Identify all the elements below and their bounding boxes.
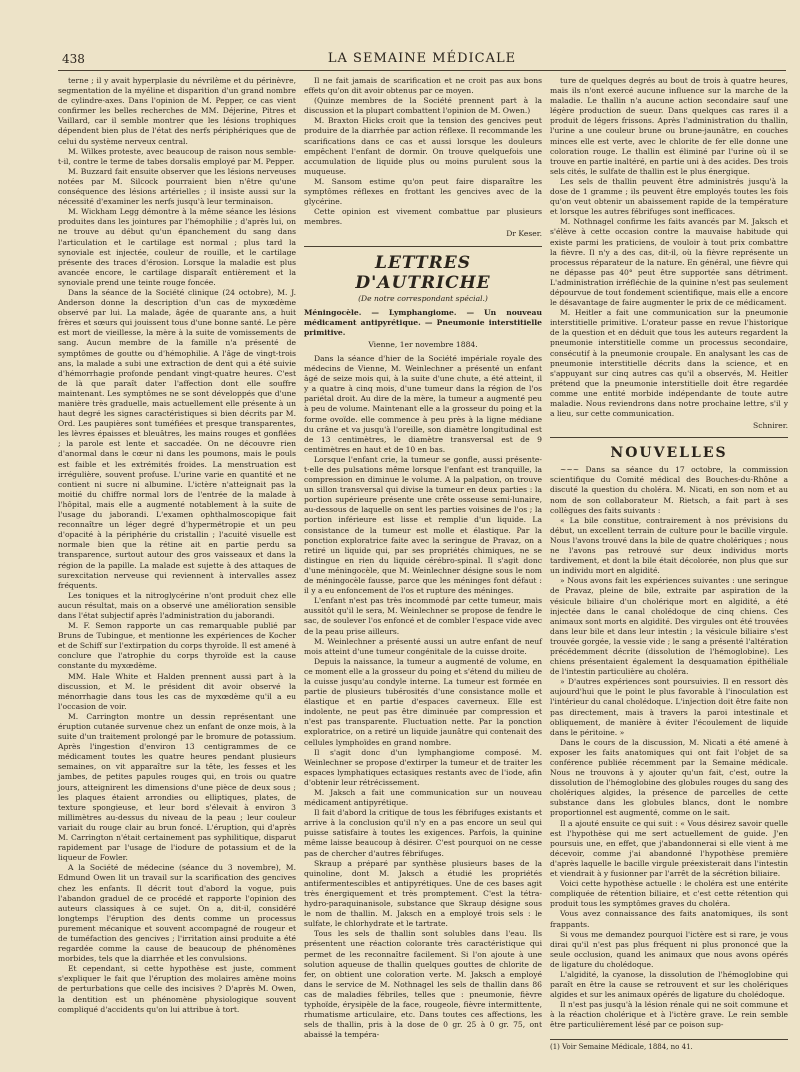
paragraph: M. Wilkes proteste, avec beaucoup de raison nous semble-t-il, contre le terme de tabes dorsalis employé par M. Pepper. xyxy=(58,146,296,166)
paragraph: Lorsque l'enfant crie, la tumeur se gonfle, aussi présente-t-elle des pulsations même lorsque l'enfant est tranquille, la compression en diminue le volume. A la palpation, on trouve un sillon transversal qui divise la tumeur en deux parties : la portion supérieure présente une crête osseuse semi-lunaire, au-dessous de laquelle on sent les parties voisines de l'os ; la portion inférieure est lisse et remplie d'un liquide. La consistance de la tumeur est molle et élastique. Par la ponction exploratrice faite avec la seringue de Pravaz, on a retiré un liquide qui, par ses propriétés chimiques, ne se distingue en rien du liquide cérébro-spinal. Il s'agit donc d'une méningocèle, que M. Weinlechner désigne sous le nom de méningocèle fausse, parce que les méninges font défaut : il y a eu enfoncement de l'os et rupture des méninges. xyxy=(304,454,542,596)
paragraph: L'enfant n'est pas très incommodé par cette tumeur, mais aussitôt qu'il le sera, M. Weinlechner se propose de fendre le sac, de soulever l'os enfoncé et de combler l'espace vide avec de la peau prise ailleurs. xyxy=(304,596,542,636)
paragraph: Vous avez connaissance des faits anatomiques, ils sont frappants. xyxy=(550,909,788,929)
section-subtitle-austria: (De notre correspondant spécial.) xyxy=(358,293,488,303)
paragraph: Cette opinion est vivement combattue par plusieurs membres. xyxy=(304,207,542,227)
column-2-text-bottom xyxy=(304,354,542,1040)
paragraph: L'algidité, la cyanose, la dissolution de l'hémoglobine qui paraît en être la cause se retrouvent et sur les cholériques algides et sur les animaux opérés de ligature du cholédoque. xyxy=(550,969,788,1000)
paragraph: « La bile constitue, contrairement à nos prévisions du début, un excellent terrain de culture pour le bacille virgule. Nous l'avons trouvé dans la bile de quatre cholériques ; nous ne l'avons pas retrouvé sur deux individus morts tardivement, et dont la bile était décolorée, non plus que sur un individu mort en algidité. xyxy=(550,515,788,576)
paragraph: MM. Hale White et Halden prennent aussi part à la discussion, et M. le président dit avoir observé la ménorrhagie dans tous les cas de myxœdème qu'il a eu l'occasion de voir. xyxy=(58,671,296,711)
paragraph: Si vous me demandez pourquoi l'ictère est si rare, je vous dirai qu'il n'est pas plus fréquent ni plus prononcé que la seule occlusion, quand les animaux que nous avons opérés de ligature du cholédoque. xyxy=(550,929,788,969)
paragraph: Il s'agit donc d'un lymphangiome composé. M. Weinlechner se propose d'extirper la tumeur et de traiter les espaces lymphatiques ectasiques restants avec de l'iode, afin d'obtenir leur rétrécissement. xyxy=(304,747,542,787)
paragraph: Depuis la naissance, la tumeur a augmenté de volume, en ce moment elle a la grosseur du poing et s'étend du milieu de la cuisse jusqu'au condyle interne. La tumeur est formée en partie de plusieurs tubérosités d'une consistance molle et élastique et en partie d'espaces caverneux. Elle est indolente, ne peut pas être diminuée par compression et n'est pas transparente. Fluctuation nette. Par la ponction exploratrice, on a retiré un liquide jaunâtre qui contenait des cellules lymphoïdes en grand nombre. xyxy=(304,656,542,747)
paragraph: M. Jaksch a fait une communication sur un nouveau médicament antipyrétique. xyxy=(304,788,542,808)
paragraph: ture de quelques degrés au bout de trois à quatre heures, mais ils n'ont exercé aucune influence sur la marche de la maladie. Le thallin n'a aucune action secondaire sauf une légère production de sueur. Dans quelques cas rares il a produit de légers frissons. Après l'administration du thallin, l'urine a une couleur brune ou brune-jaunâtre, en couches minces elle est verte, avec le chlorite de fer elle donne une coloration rouge. Le thallin est éliminé par l'urine où il se trouve en partie inaltéré, en partie uni à des acides. Des trois sels cités, le sulfate de thallin est le plus énergique. xyxy=(550,76,788,176)
paragraph: (Quinze membres de la Société prennent part à la discussion et la plupart combattent l'opinion de M. Owen.) xyxy=(304,96,542,116)
paragraph: M. Buzzard fait ensuite observer que les lésions nerveuses notées par M. Silcock pourraient bien n'être qu'une conséquence des lésions artérielles ; il insiste aussi sur la nécessité d'examiner les nerfs jusqu'à leur terminaison. xyxy=(58,166,296,207)
column-3-text xyxy=(550,76,788,419)
austria-summary: Méningocèle. — Lymphangiome. — Un nouveau médicament antipyrétique. — Pneumonie interstitielle primitive. xyxy=(304,307,542,337)
paragraph: Et cependant, si cette hypothèse est juste, comment s'expliquer le fait que l'éruption des molaires amène moins de perturbations que celle des incisives ? D'après M. Owen, la dentition est un phénomène physiologique souvent compliqué d'accidents qu'on lui attribue à tort. xyxy=(58,964,296,1014)
section-divider-news xyxy=(550,437,788,438)
paragraph: Skraup a préparé par synthèse plusieurs bases de la quinoline, dont M. Jaksch a étudié les propriétés antifermentescibles et antipyrétiques. Une de ces bases agit très énergiquement et très promptement. C'est la tétra-hydro-paraquinanisole, substance que Skraup désigne sous le nom de thallin. M. Jaksch en a employé trois sels : le sulfate, le chlorhydrate et le tartrate. xyxy=(304,858,542,929)
dateline: Vienne, 1er novembre 1884. xyxy=(368,339,478,349)
paragraph: Il n'est pas jusqu'à la lésion rénale qui ne soit commune et à la réaction cholérique et à l'ictère grave. Le rein semble être particulièrement lésé par ce poison sup- xyxy=(550,1000,788,1030)
paragraph: M. Wickham Legg démontre à la même séance les lésions produites dans les jointures par l'hémophilie ; d'après lui, on ne trouve au début qu'un épanchement du sang dans l'articulation et le cartilage est normal ; plus tard la synoviale est injectée, couleur de rouille, et le cartilage présente des traces d'érosion. Lorsque la maladie est plus avancée encore, le cartilage disparaît entièrement et la synoviale prend une teinte rouge foncée. xyxy=(58,207,296,287)
paragraph: A la Société de médecine (séance du 3 novembre), M. Edmund Owen lit un travail sur la scarification des gencives chez les enfants. Il décrit tout d'abord la vogue, puis l'abandon graduel de ce procédé et rapporte l'opinion des auteurs classiques à ce sujet. On a, dit-il, considéré longtemps l'éruption des dents comme un processus purement mécanique et souvent accompagné de rougeur et de tuméfaction des gencives ; l'irritation ainsi produite a été regardée comme la cause de beaucoup de phénomènes morbides, tels que la diarrhée et les convulsions. xyxy=(58,863,296,964)
section-title-news: NOUVELLES xyxy=(610,445,728,462)
journal-title: LA SEMAINE MÉDICALE xyxy=(327,51,517,66)
column-3 xyxy=(550,76,789,1051)
paragraph: Il ne fait jamais de scarification et ne croit pas aux bons effets qu'on dit avoir obtenus par ce moyen. xyxy=(304,76,542,96)
paragraph: M. Sansom estime qu'on peut faire disparaître les symptômes réflexes en frottant les gencives avec de la glycérine. xyxy=(304,176,542,207)
paragraph: Tous les sels de thallin sont solubles dans l'eau. Ils présentent une réaction colorante très caractéristique qui permet de les reconnaître facilement. Si l'on ajoute à une solution aqueuse de thallin quelques gouttes de chlorite de fer, on obtient une coloration verte. M. Jaksch a employé dans le service de M. Nothnagel les sels de thallin dans 86 cas de maladies fébriles, telles que : pneumonie, fièvre typhoïde, érysipèle de la face, rougeole, fièvre intermittente, rhumatisme articulaire, etc. Dans toutes ces affections, les sels de thallin, pris à la dose de 0 gr. 25 à 0 gr. 75, ont abaissé la tempéra- xyxy=(304,929,542,1040)
running-header xyxy=(58,48,786,71)
column-1 xyxy=(58,76,296,1046)
paragraph: Dans le cours de la discussion, M. Nicati a été amené à exposer les faits anatomiques qui ont fait l'objet de sa conférence publiée récemment par la Semaine médicale. Nous ne trouvons à y ajouter qu'un fait, c'est, outre la dissolution de l'hémoglobine des globules rouges du sang des cholériques algides, la présence de parcelles de cette substance dans les globules blancs, dont le nombre proportionnel est augmenté, comme on le sait. xyxy=(550,737,789,818)
paragraph: M. F. Semon rapporte un cas remarquable publié par Bruns de Tubingue, et mentionne les expériences de Kocher et de Schiff sur l'extirpation du corps thyroïde. Il est amené à conclure que l'atrophie du corps thyroïde est la cause constante du myxœdème. xyxy=(58,621,296,671)
footnote: (1) Voir Semaine Médicale, 1884, no 41. xyxy=(550,1039,788,1052)
signature-keser: Dr Keser. xyxy=(506,229,542,239)
paragraph: M. Heitler a fait une communication sur la pneumonie interstitielle primitive. L'orateur passe en revue l'historique de la question et en déduit que tous les auteurs regardent la pneumonie interstitielle comme un processus secondaire, consécutif à la pneumonie croupale. En analysant les cas de pneumonie interstitielle décrits dans la science, et en s'appuyant sur cinq autres cas qu'il a observés, M. Heitler prétend que la pneumonie interstitielle doit être regardée comme une entité morbide indépendante de toute autre maladie. Nous reviendrons dans notre prochaine lettre, s'il y a lieu, sur cette communication. xyxy=(550,308,788,419)
column-2-text-top xyxy=(304,76,542,227)
paragraph: Dans la séance de la Société clinique (24 octobre), M. J. Anderson donne la description d'un cas de myxœdème observé par lui. La malade, âgée de quarante ans, a huit frères et sœurs qui jouissent tous d'une bonne santé. Le père est mort de vieillesse, la mère à la suite de vomissements de sang. Aucun membre de la famille n'a présenté de symptômes de goutte ou d'hémophilie. A l'âge de vingt-trois ans, la malade a subi une extraction de dent qui a été suivie d'hémorrhagie profonde pendant vingt-quatre heures. C'est de là que paraît dater l'affection dont elle souffre maintenant. Les symptômes ne se sont développés que d'une manière très graduelle, mais actuellement elle présente à un haut degré les signes caractéristiques si bien décrits par M. Ord. Les paupières sont tuméfiées et presque transparentes, les lèvres épaisses et bleuâtres, les mains rouges et gonflées ; la parole est lente et saccadée. On ne découvre rien d'anormal dans le cœur ni dans les poumons, mais le pouls est faible et les extrémités froides. La menstruation est irrégulière, souvent profuse. L'urine varie en quantité et ne contient ni sucre ni albumine. L'ictère n'atteignait pas la moitié du chiffre normal lors de l'entrée de la malade à l'hôpital, mais elle a augmenté notablement à la suite de l'usage du jaborandi. L'examen ophthalmoscopique fait reconnaître un léger degré d'hypermétropie et un peu d'opacité à la périphérie du cristallin ; l'acuité visuelle est normale bien que la rétine ait en partie perdu sa transparence, surtout autour des gros vaisseaux et dans la région de la papille. La malade est sujette à des attaques de surexcitation nerveuse qui reviennent à intervalles assez fréquents. xyxy=(58,287,296,590)
section-divider xyxy=(304,246,542,247)
paragraph: M. Nothnagel confirme les faits avancés par M. Jaksch et s'élève à cette occasion contre la mauvaise habitude qui existe parmi les praticiens, de vouloir à tout prix combattre la fièvre. Il n'y a des cas, dit-il, où la fièvre représente un processus réparateur de la nature. En général, une fièvre qui ne dépasse pas 40° peut être supportée sans détriment. L'administration irréfléchie de la quinine n'est pas seulement dépourvue de tout fondement scientifique, mais elle a encore le désavantage de faire augmenter le prix de ce médicament. xyxy=(550,217,788,308)
paragraph: ~~~ Dans sa séance du 17 octobre, la commission scientifique du Comité médical des Bouches-du-Rhône a discuté la question du choléra. M. Nicati, en son nom et au nom de son collaborateur M. Rietsch, a fait part à ses collègues des faits suivants : xyxy=(550,465,788,515)
paragraph: » D'autres expériences sont poursuivies. Il en ressort dès aujourd'hui que le point le plus favorable à l'inoculation est l'intérieur du canal cholédoque. L'injection doit être faite non pas directement, mais à travers la paroi intestinale et obliquement, de manière à éviter l'écoulement de liquide dans le péritoine. » xyxy=(550,677,788,737)
paragraph: M. Weinlechner a présenté aussi un autre enfant de neuf mois atteint d'une tumeur congénitale de la cuisse droite. xyxy=(304,636,542,656)
section-title-austria: LETTRES D'AUTRICHE xyxy=(355,252,491,293)
paragraph: Il fait d'abord la critique de tous les fébrifuges existants et arrive à la conclusion qu'il n'y en a pas encore un seul qui puisse satisfaire à toutes les exigences. Parfois, la quinine même laisse beaucoup à désirer. C'est pourquoi on ne cesse pas de chercher d'autres fébrifuges. xyxy=(304,808,542,858)
column-2 xyxy=(304,76,542,1046)
paragraph: Les toniques et la nitroglycérine n'ont produit chez elle aucun résultat, mais on a observé une amélioration sensible dans l'état subjectif après l'administration du jaborandi. xyxy=(58,590,296,620)
paragraph: Voici cette hypothèse actuelle : le choléra est une entérite compliquée de rétention biliaire, et c'est cette rétention qui produit tous les symptômes graves du choléra. xyxy=(550,879,788,909)
paragraph: terne ; il y avait hyperplasie du névrilème et du périnèvre, segmentation de la myéline et disparition d'un grand nombre de cylindre-axes. Dans l'opinion de M. Pepper, ce cas vient confirmer les belles recherches de MM. Déjerine, Pitres et Vaillard, car il semble montrer que les lésions trophiques dépendent bien plus de l'état des nerfs périphériques que de celui du système nerveux central. xyxy=(58,76,296,146)
column-1-text xyxy=(58,76,296,1015)
signature-schnirer: Schnirer. xyxy=(753,421,788,431)
paragraph: Dans la séance d'hier de la Société impériale royale des médecins de Vienne, M. Weinlechner a présenté un enfant âgé de seize mois qui, à la suite d'une chute, a été atteint, il y a quatre à cinq mois, d'une tumeur dans la région de l'os pariétal droit. Au dire de la mère, la tumeur a augmenté peu à peu de volume. Maintenant elle a la grosseur du poing et la forme ovoïde. elle commence à peu près à la ligne médiane du crâne et va jusqu'à l'oreille, son diamètre longitudinal est de 13 centimètres, le diamètre transversal est de 9 centimètres en haut et de 10 en bas. xyxy=(304,353,542,454)
news-text xyxy=(550,465,788,1030)
paragraph: M. Carrington montre un dessin représentant une éruption cutanée survenue chez un enfant de onze mois, à la suite d'un traitement prolongé par le bromure de potassium. Après l'ingestion d'environ 13 centigrammes de ce médicament toutes les quatre heures pendant plusieurs semaines, on vit apparaître sur la tête, les fesses et les jambes, de petites papules rouges qui, en trois ou quatre jours, atteignirent les dimensions d'une pièce de deux sous ; les plaques étaient arrondies ou elliptiques, plates, de texture spongieuse, et leur bord s'élevait à environ 3 millimètres au-dessus du niveau de la peau ; leur couleur variait du rouge clair au brun foncé. L'éruption, qui d'après M. Carrington n'était certainement pas syphilitique, disparut rapidement par l'usage de l'iodure de potassium et de la liqueur de Fowler. xyxy=(58,711,296,863)
page-number: 438 xyxy=(62,52,85,66)
paragraph: Les sels de thallin peuvent être administrés jusqu'à la dose de 1 gramme ; ils peuvent être employés toutes les fois qu'on veut obtenir un abaissement rapide de la température et lorsque les autres fébrifuges sont inefficaces. xyxy=(550,176,788,217)
paragraph: Il a ajouté ensuite ce qui suit : « Vous désirez savoir quelle est l'hypothèse qui me sert actuellement de guide. J'en poursuis une, en effet, que j'abandonnerai si elle vient à me décevoir, comme j'ai abandonné l'hypothèse première d'après laquelle le bacille virgule préexisterait dans l'intestin et viendrait à y fusionner par l'arrêt de la sécrétion biliaire. xyxy=(550,818,788,879)
paragraph: M. Braxton Hicks croit que la tension des gencives peut produire de la diarrhée par action réflexe. Il recommande les scarifications dans ce cas et aussi lorsque les douleurs empêchent l'enfant de dormir. On trouve quelquefois une accumulation de liquide plus ou moins purulent sous la muqueuse. xyxy=(304,116,542,176)
paragraph: » Nous avons fait les expériences suivantes : une seringue de Pravaz, pleine de bile, extraite par aspiration de la vésicule biliaire d'un cholérique mort en algidité, a été injectée dans le canal cholédoque de cinq chiens. Ces animaux sont morts en algidité. Des virgules ont été trouvées dans leur bile et dans leur intestin ; la vésicule biliaire s'est trouvée gorgée, la vessie vide ; le sang a présenté l'altération précédemment décrite (dissolution de l'hémoglobine). Les chiens présentaient également la desquamation épithéliale de l'intestin particulière au choléra. xyxy=(550,576,788,677)
